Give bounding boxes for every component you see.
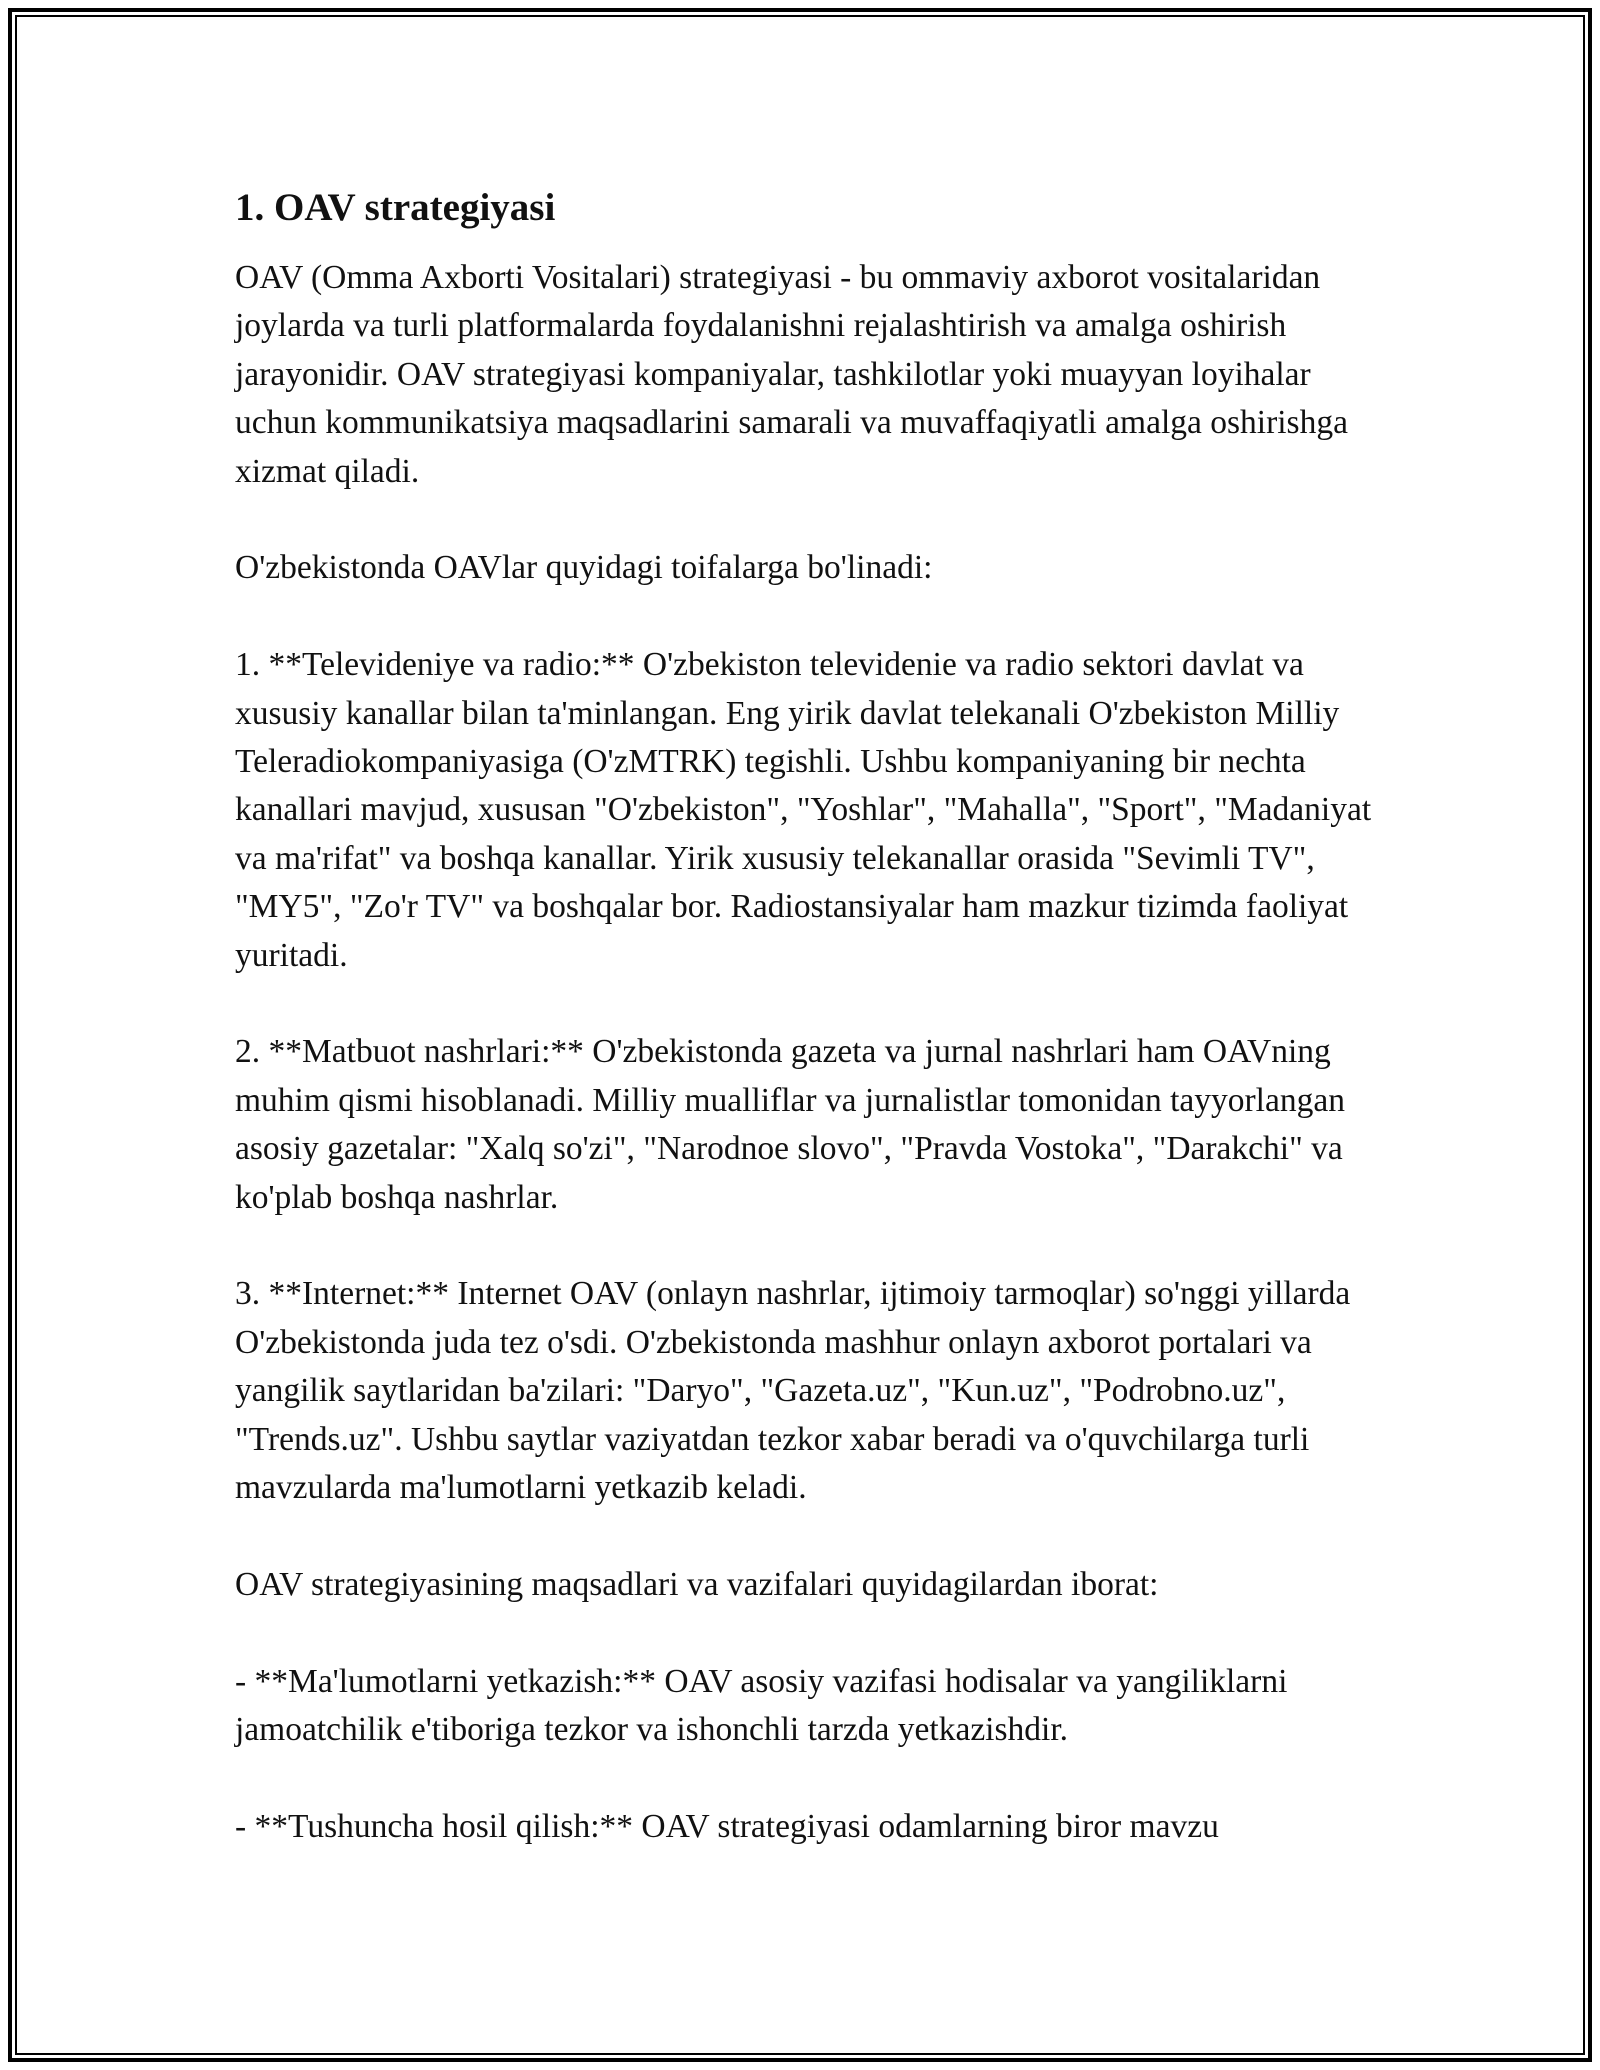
paragraph-gap bbox=[235, 1513, 1375, 1561]
document-body bbox=[235, 184, 1380, 1851]
goals-intro-paragraph: OAV strategiyasining maqsadlari va vazifalari quyidagilardan iborat: bbox=[235, 1565, 1159, 1603]
paragraph-gap bbox=[235, 980, 1375, 1028]
section-heading: 1. OAV strategiyasi bbox=[235, 186, 556, 229]
list-item-tv-radio: 1. **Televideniye va radio:** O'zbekiston televidenie va radio sektori davlat va xususiy kanallar bilan ta'minlangan. Eng yirik davlat telekanali O'zbekiston Milliy Teleradiokompaniyasiga (O'zMTRK) tegishli. Ushbu kompaniyaning bir nechta kanallari mavjud, xususan "O'zbekiston", "Yoshlar", "Mahalla", "Sport", "Madaniyat va ma'rifat" va boshqa kanallar. Yirik xususiy telekanallar orasida "Sevimli TV", "MY5", "Zo'r TV" va boshqalar bor. Radiostansiyalar ham mazkur tizimda faoliyat yuritadi. bbox=[235, 646, 1380, 974]
paragraph-gap bbox=[235, 496, 1375, 544]
categories-intro-paragraph: O'zbekistonda OAVlar quyidagi toifalarga bo'linadi: bbox=[235, 549, 933, 587]
paragraph-gap bbox=[235, 1609, 1375, 1657]
paragraph-gap bbox=[235, 593, 1375, 641]
paragraph-gap bbox=[235, 1755, 1375, 1803]
bullet-item-understanding: - **Tushuncha hosil qilish:** OAV strategiyasi odamlarning biror mavzu bbox=[235, 1807, 1219, 1845]
bullet-item-info-delivery: - **Ma'lumotlarni yetkazish:** OAV asosiy vazifasi hodisalar va yangiliklarni jamoatchilik e'tiboriga tezkor va ishonchli tarzda yetkazishdir. bbox=[235, 1662, 1296, 1749]
list-item-internet: 3. **Internet:** Internet OAV (onlayn nashrlar, ijtimoiy tarmoqlar) so'nggi yillarda O'zbekistonda juda tez o'sdi. O'zbekistonda mashhur onlayn axborot portalari va yangilik saytlaridan ba'zilari: "Daryo", "Gazeta.uz", "Kun.uz", "Podrobno.uz", "Trends.uz". Ushbu saytlar vaziyatdan tezkor xabar beradi va o'quvchilarga turli mavzularda ma'lumotlarni yetkazib keladi. bbox=[235, 1275, 1359, 1507]
paragraph-gap bbox=[235, 1222, 1375, 1270]
intro-paragraph: OAV (Omma Axborti Vositalari) strategiyasi - bu ommaviy axborot vositalaridan joylarda va turli platformalarda foydalanishni rejalashtirish va amalga oshirish jarayonidir. OAV strategiyasi kompaniyalar, tashkilotlar yoki muayyan loyihalar uchun kommunikatsiya maqsadlarini samarali va muvaffaqiyatli amalga oshirishga xizmat qiladi. bbox=[235, 259, 1357, 490]
list-item-press: 2. **Matbuot nashrlari:** O'zbekistonda gazeta va jurnal nashrlari ham OAVning muhim qismi hisoblanadi. Milliy mualliflar va jurnalistlar tomonidan tayyorlangan asosiy gazetalar: "Xalq so'zi", "Narodnoe slovo", "Pravda Vostoka", "Darakchi" va ko'plab boshqa nashrlar. bbox=[235, 1033, 1354, 1216]
